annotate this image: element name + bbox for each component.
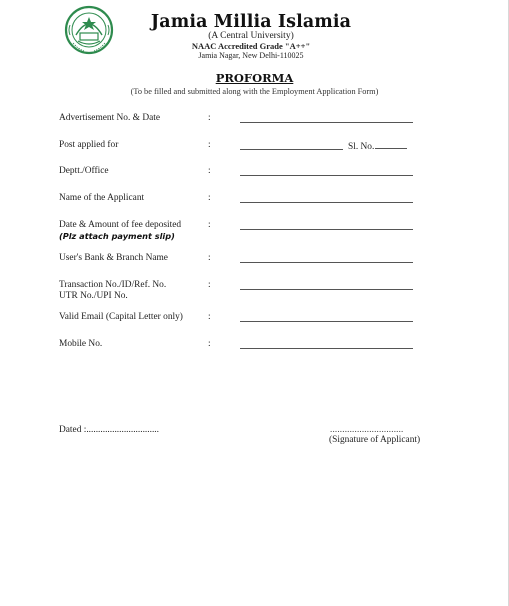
field-label: Advertisement No. & Date (59, 113, 161, 123)
dated-field[interactable]: Dated :............................... (59, 425, 159, 435)
email-blank[interactable] (240, 321, 413, 322)
field-label: Post applied for (59, 140, 119, 150)
sl-no-label: Sl. No. (348, 142, 375, 152)
accreditation-text: NAAC Accredited Grade "A++" (191, 41, 311, 51)
field-colon: : (208, 140, 211, 150)
field-applicant-name (0, 193, 509, 217)
field-colon: : (208, 193, 211, 203)
field-email (0, 312, 509, 336)
department-blank[interactable] (240, 175, 413, 176)
field-department (0, 166, 509, 190)
field-colon: : (208, 339, 211, 349)
jamia-emblem-icon (64, 5, 114, 55)
university-name: Jamia Millia Islamia (150, 12, 352, 32)
transaction-no-blank[interactable] (240, 289, 413, 290)
form-instruction: (To be filled and submitted along with the Employment Application Form) (130, 87, 379, 96)
field-label (59, 220, 181, 243)
applicant-name-blank[interactable] (240, 202, 413, 203)
field-fee-deposited (0, 220, 509, 244)
field-bank-branch (0, 253, 509, 277)
field-label: Valid Email (Capital Letter only) (59, 312, 183, 322)
fee-label: Date & Amount of fee deposited (59, 220, 182, 230)
field-colon: : (208, 166, 211, 176)
signature-line[interactable]: .............................. (330, 424, 404, 434)
field-label: Name of the Applicant (59, 193, 145, 203)
field-colon: : (208, 253, 211, 263)
field-transaction-no (0, 280, 509, 304)
field-label: Deptt./Office (59, 166, 109, 176)
field-post-applied (0, 140, 509, 164)
field-advertisement (0, 113, 509, 137)
field-colon: : (208, 312, 211, 322)
transaction-label: Transaction No./ID/Ref. No. (59, 280, 167, 290)
mobile-blank[interactable] (240, 348, 413, 349)
utr-label: UTR No./UPI No. (59, 291, 128, 301)
payment-slip-note: (Plz attach payment slip) (59, 231, 175, 241)
form-title: PROFORMA (215, 71, 294, 85)
signature-label: (Signature of Applicant) (329, 435, 421, 445)
fee-deposited-blank[interactable] (240, 229, 413, 230)
advertisement-blank[interactable] (240, 122, 413, 123)
field-label (59, 280, 166, 302)
field-label: User's Bank & Branch Name (59, 253, 168, 263)
sl-no-field (348, 140, 407, 152)
field-colon: : (208, 113, 211, 123)
field-label: Mobile No. (59, 339, 103, 349)
sl-no-blank[interactable] (375, 140, 407, 149)
bank-branch-blank[interactable] (240, 262, 413, 263)
field-colon: : (208, 280, 211, 290)
field-colon: : (208, 220, 211, 230)
post-applied-blank[interactable] (240, 149, 343, 150)
form-title-wrap (0, 67, 509, 86)
university-address: Jamia Nagar, New Delhi-110025 (198, 51, 304, 60)
field-mobile (0, 339, 509, 363)
university-subtitle: (A Central University) (208, 31, 294, 41)
